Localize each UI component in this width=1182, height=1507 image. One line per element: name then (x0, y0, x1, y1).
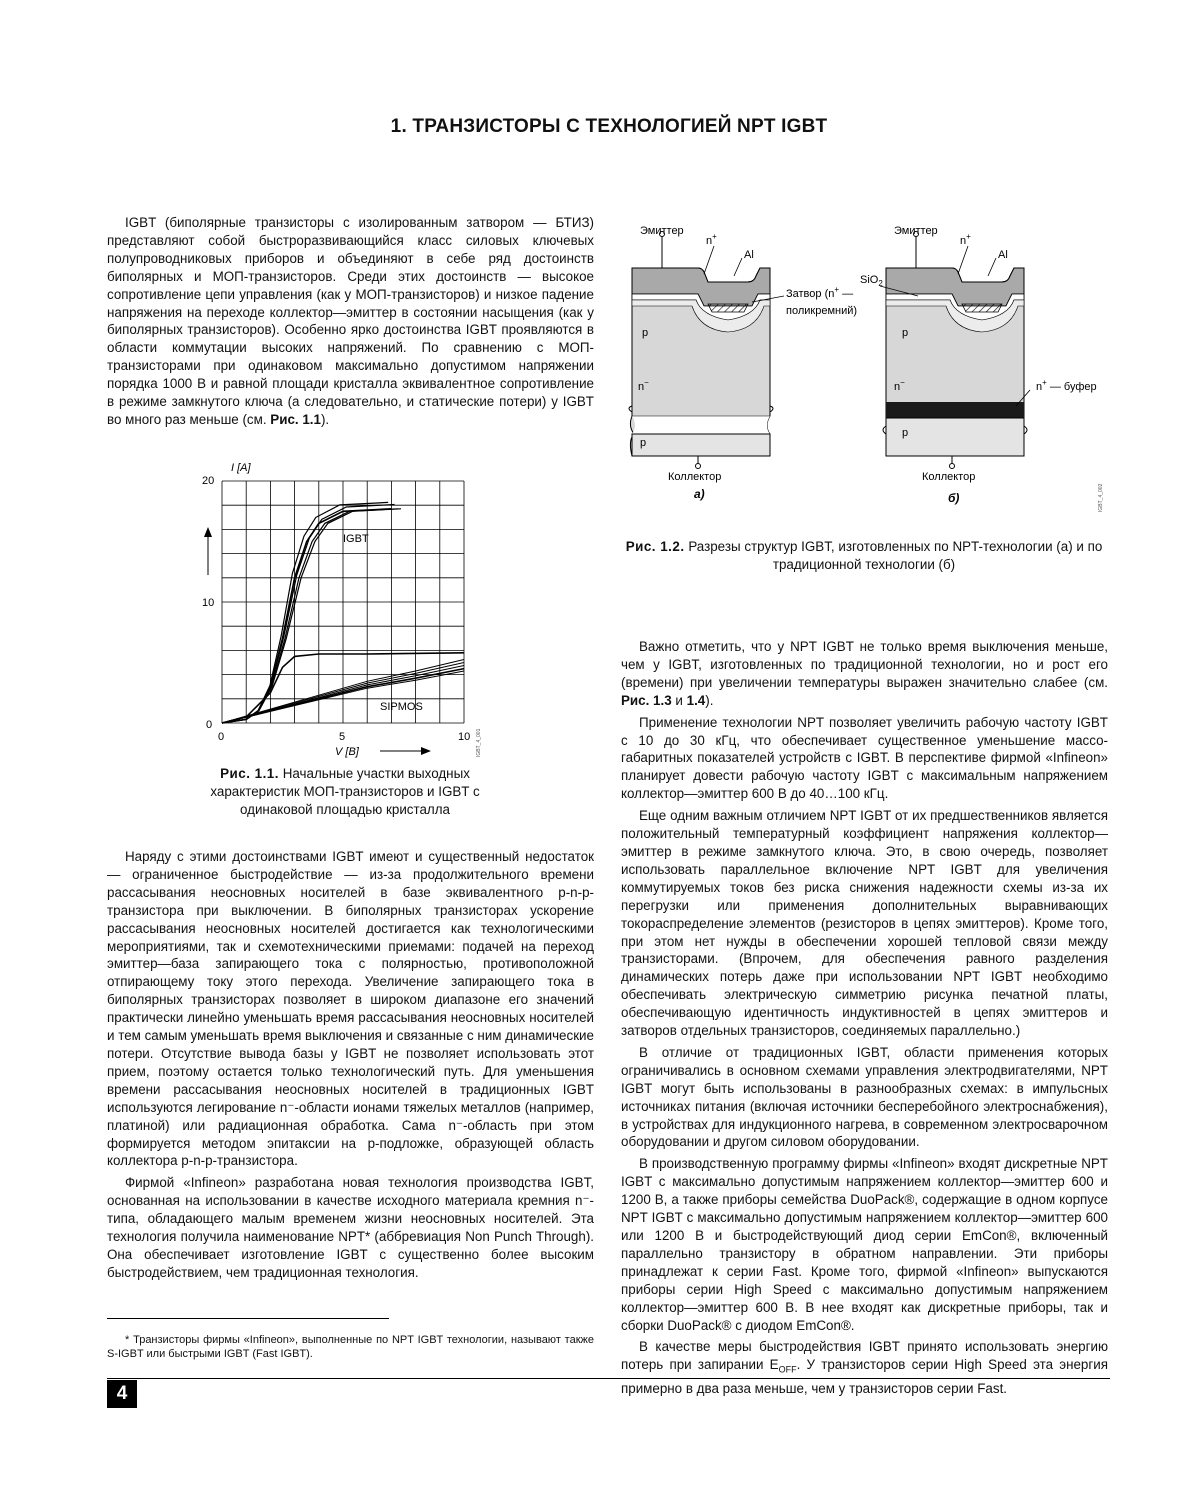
emitter-label: Эмиттер (894, 225, 938, 237)
paragraph: Применение технологии NPT позволяет увеличить рабочую частоту IGBT с 10 до 30 кГц, что обеспечивает существенное уменьшение массо-габаритных показателей устройств с IGBT. В перспективе фирмой «Infineon» планирует довести рабочую частоту IGBT с максимальным напряжением коллектор—эмиттер 600 В до 40…100 кГц. (621, 714, 1108, 802)
p-label: p (640, 437, 647, 449)
series-line-variant (222, 505, 395, 724)
al-label: Al (998, 249, 1008, 261)
paragraph: IGBT (биполярные транзисторы с изолированным затвором — БТИЗ) представляют собой быстроразвивающийся класс силовых ключевых полупроводниковых приборов и объединяют в себе ряд достоинств биполярных и МОП-транзисторов. Среди этих достоинств — высокое сопротивление цепи управления (как у МОП-транзисторов) и низкое падение напряжения на переходе коллектор—эмиттер в состоянии насыщения (как у биполярных транзисторов). Особенно ярко достоинства IGBT проявляются в области коммутации высоких напряжений. По сравнению с МОП-транзисторами при одинаковом максимально допустимом напряжении порядка 1000 В и равной площади кристалла эквивалентное сопротивление в режиме замкнутого ключа (а следовательно, и статические потери) у IGBT во много раз меньше (см. Рис. 1.1). (107, 215, 594, 427)
x-tick: 5 (339, 731, 346, 743)
x-tick: 10 (458, 731, 471, 743)
gate-label: Затвор (n+ — (786, 285, 854, 300)
paragraph: Еще одним важным отличием NPT IGBT от их предшественников является положительный температурный коэффициент напряжения коллектор—эмиттер в режиме замкнутого ключа. Это, в свою очередь, позволяет использовать параллельное включение NPT IGBT для увеличения коммутируемых токов без риска снижения надежности схемы из-за их перегрузки или применения дополнительных выравнивающих токораспределение элементов (резисторов в цепях эмиттеров). Кроме того, при этом нет нужды в обеспечении хорошей тепловой связи между транзисторами. (Впрочем, для обеспечения равного разделения динамических потерь даже при использовании NPT IGBT необходимо обеспечивать электрическую симметрию рисунка печатной платы, обеспечивающую идентичность индуктивностей в цепях эмиттеров и затворов отдельных транзисторов, соединяемых параллельно.) (621, 808, 1108, 1039)
page-number: 4 (107, 1380, 137, 1408)
collector-label: Коллектор (922, 471, 976, 483)
figure-1-1-caption: Рис. 1.1. Начальные участки выходных характеристик МОП-транзисторов и IGBT с одинаковой площадью кристалла (210, 766, 480, 817)
y-tick: 0 (206, 719, 213, 731)
p-label: p (642, 327, 649, 339)
buffer-label: n+ — буфер (1036, 378, 1097, 393)
y-tick: 10 (202, 597, 215, 609)
paragraph: Наряду с этими достоинствами IGBT имеют и существенный недостаток — ограниченное быстродействие — из-за продолжительного времени рассасывания неосновных носителей в базе эквивалентного p-n-p-транзистора при выключении. В биполярных транзисторах ускорение рассасывания неосновных носителей достигается как технологическими мероприятиями, так и схемотехническими приемами: подачей на переход эмиттер—база запирающего тока с полярностью, противоположной отпирающему току этого перехода. Увеличение запирающего тока в биполярных транзисторах позволяет в широком диапазоне его значений практически линейно уменьшать время рассасывания неосновных носителей и тем самым уменьшать время выключения и связанные с ним динамические потери. Отсутствие вывода базы у IGBT не позволяет использовать этот прием, поэтому остается только технологический путь. Для уменьшения времени рассасывания неосновных носителей в традиционных IGBT используются легирование n⁻-области ионами тяжелых металлов (например, платиной) или радиационная обработка. Сама n⁻-область при этом формируется методом эпитаксии на p-подложке, образующей область коллектора p-n-p-транзистора. (107, 849, 594, 1169)
figure-code: IGBT_4_001 (476, 728, 482, 757)
x-axis-label: V [В] (335, 746, 359, 758)
sio2-label: SiO$_2$ (860, 274, 883, 288)
y-axis-label: I [А] (231, 462, 251, 474)
figure-code: IGBT_4_002 (1098, 483, 1104, 512)
paragraph: В отличие от традиционных IGBT, области применения которых ограничивались в основном схемами управления электродвигателями, NPT IGBT могут быть использованы в разнообразных схемах: в импульсных источниках питания (включая источники бесперебойного электроснабжения), в устройствах для индукционного нагрева, в современном электросварочном оборудовании и другом силовом оборудовании. (621, 1044, 1108, 1150)
igbt-label: IGBT (343, 533, 369, 545)
paragraph: Фирмой «Infineon» разработана новая технология производства IGBT, основанная на использовании в качестве исходного материала кремния n⁻-типа, обладающего малым временем жизни неосновных носителей. Эта технология получила наименование NPT* (аббревиация Non Punch Through). Она обеспечивает изготовление IGBT с существенно более высоким быстродействием, чем традиционная технология. (107, 1175, 594, 1280)
chart-grid (222, 481, 464, 723)
figure-ref: Рис. 1.1 (270, 411, 321, 427)
y-tick: 20 (202, 475, 215, 487)
figure-1-2-caption: Рис. 1.2. Разрезы структур IGBT, изготовленных по NPT-технологии (а) и по традиционной технологии (б) (625, 539, 1103, 572)
footnote: * Транзисторы фирмы «Infineon», выполненные по NPT IGBT технологии, называют также S-IGBT или быстрыми IGBT (Fast IGBT). (107, 1334, 594, 1360)
al-label: Al (744, 249, 754, 261)
n-minus-label: n− (638, 378, 649, 393)
gate-label-2: поликремний) (786, 305, 858, 317)
n-plus-label: n+ (706, 232, 717, 247)
p-label: p (902, 427, 909, 439)
paragraph: Важно отметить, что у NPT IGBT не только время выключения меньше, чем у IGBT, изготовленных по традиционной технологии, но и рост его (времени) при увеличении температуры выражен значительно слабее (см. Рис. 1.3 и 1.4). (621, 639, 1108, 708)
paragraph: В производственную программу фирмы «Infineon» входят дискретные NPT IGBT с максимально допустимым напряжением коллектор—эмиттер 600 и 1200 В, а также приборы семейства DuoPack®, содержащие в одном корпусе NPT IGBT с максимально допустимым напряжением коллектор—эмиттер 600 или 1200 В и быстродействующий диод серии EmCon®, включенный параллельно транзистору в обратном направлении. Эти приборы принадлежат к серии Fast. Кроме того, фирмой «Infineon» выпускаются приборы серии High Speed с максимально допустимым напряжением коллектор—эмиттер 600 В. В нее входят как дискретные приборы, так и сборки DuoPack® с диодом EmCon®. (621, 1156, 1108, 1333)
n-minus-label: n− (894, 378, 905, 393)
series-line-variant (222, 509, 398, 723)
x-tick: 0 (218, 731, 225, 743)
figure-ref: 1.4 (686, 692, 706, 708)
p-label: p (902, 327, 909, 339)
figure-ref: Рис. 1.3 (621, 692, 672, 708)
emitter-label: Эмиттер (640, 225, 684, 237)
paragraph: В качестве меры быстродействия IGBT принято использовать энергию потерь при запирании $E_{OFF}$. У транзисторов серии High Speed эта энергия примерно в два раза меньше, чем у транзисторов серии Fast. (621, 1339, 1108, 1396)
structure-npt (629, 232, 784, 469)
sipmos-label: SIPMOS (380, 701, 423, 713)
label-a: а) (694, 487, 705, 501)
footnote-rule (107, 1318, 389, 1319)
page-title: 1. ТРАНЗИСТОРЫ С ТЕХНОЛОГИЕЙ NPT IGBT (390, 116, 828, 137)
right-body (621, 638, 1108, 1398)
figure-1-1-chart (180, 455, 510, 765)
figure-1-2-diagram (618, 220, 1118, 520)
series-line-variant (222, 509, 401, 723)
collector-label: Коллектор (668, 471, 722, 483)
label-b: б) (948, 491, 960, 505)
left-intro (107, 214, 594, 429)
n-plus-label: n+ (960, 232, 971, 247)
footer-rule (107, 1378, 1110, 1379)
left-body (107, 848, 594, 1282)
